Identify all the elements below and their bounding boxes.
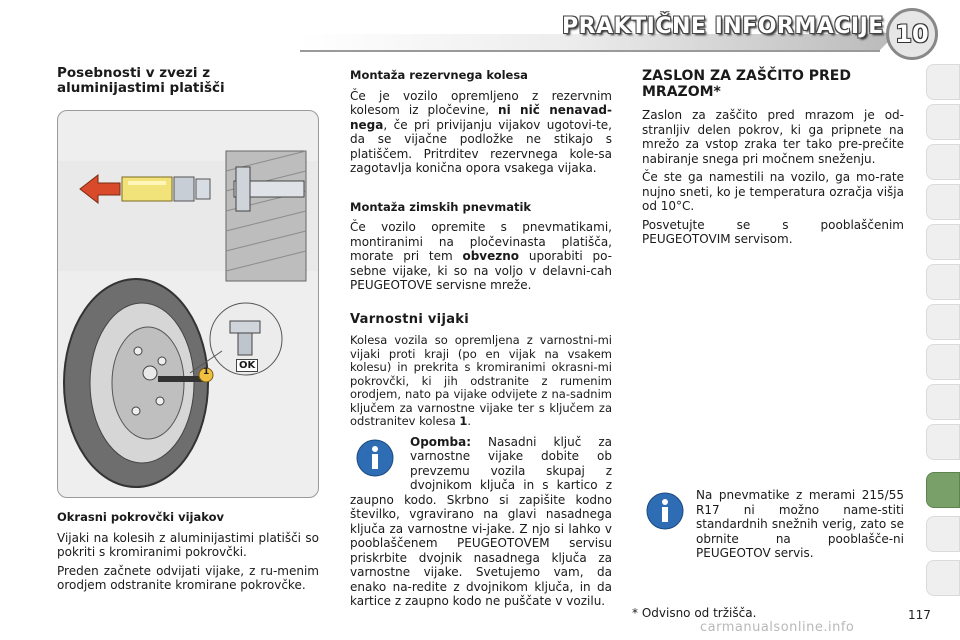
snow-chains-note xyxy=(642,488,904,565)
page-header xyxy=(0,0,960,58)
security-text-2: . xyxy=(467,414,472,428)
winter-tyres-heading: Montaža zimskih pnevmatik xyxy=(350,199,532,214)
page-number: 117 xyxy=(908,608,931,622)
left-column xyxy=(57,66,319,104)
winter-text-bold: obvezno xyxy=(462,249,520,263)
right-column xyxy=(642,68,904,251)
spare-text-2: , če pri privijanju vijakov ugotovi-te, da se vijačne podložke ne stikajo s platiščem. Pritrditev rezervnega kole-sa zagotavlja konična opora vsakega vijaka. xyxy=(350,117,612,175)
note-text: Nasadni ključ za varnostne vijake dobite ob prevzemu vozila skupaj z dvojnikom ključa in s kartico z zaupno kodo. Skrbno si zapišite kodno številko, vgravirano na glavi nasadnega ključa za varnostne vi-jake. Z njo si lahko v pooblaščenem PEUGEOTOVEM servisu priskrbite dvojnik nasadnega ključa za varnostne vijake. Svetujemo vam, da enako na-redite z dvojnikom ključa, in da kartice z zaupno kodo ne puščate v vozilu. xyxy=(350,434,612,608)
chapter-tab[interactable] xyxy=(926,224,960,260)
frost-shield-paragraph-1: Zaslon za zaščito pred mrazom je od-stranljiv delen pokrov, ki ga pripnete na mrežo za vstop zraka ter tako pre-prečite nabiranje snega pri močnem sneženju. xyxy=(642,108,904,166)
callout-number-1: 1 xyxy=(203,367,210,377)
chapter-tabs xyxy=(926,64,960,640)
security-bolts-paragraph xyxy=(350,334,612,429)
chapter-tab-active[interactable] xyxy=(926,472,960,508)
bolt-assembly-drawing xyxy=(58,151,318,281)
security-bolts-heading: Varnostni vijaki xyxy=(350,311,469,327)
chapter-tab[interactable] xyxy=(926,104,960,140)
spare-text-bold: ni nič nenavad-nega xyxy=(350,103,613,132)
chapter-tab[interactable] xyxy=(926,344,960,380)
winter-text-2: uporabiti po-sebne vijake, ki so na voljo v delavni-cah PEUGEOTOVE servisne mreže. xyxy=(350,249,612,292)
footnote: * Odvisno od tržišča. xyxy=(632,606,757,620)
security-text-1: Kolesa vozila so opremljena z varnostni-mi vijaki proti kraji (po en vijak na vsakem kolesu) in prekrita s kromiranimi okrasni-mi pokrovčki, ki jih odstranite z rumenim orodjem, nato pa vijake odvijete z na-sadnim ključem za varnostne vijake ter s ključem za odstranitev kolesa xyxy=(350,333,612,428)
frost-shield-paragraph-2: Če ste ga namestili na vozilo, ga mo-rate nujno sneti, ko je temperatura ozračja višja od 10°C. xyxy=(642,170,904,213)
chapter-number-badge xyxy=(886,8,938,60)
wheel-covers-section xyxy=(57,510,319,597)
chapter-number: 10 xyxy=(895,20,929,48)
wheel-illustration xyxy=(57,110,319,498)
spare-wheel-heading: Montaža rezervnega kolesa xyxy=(350,68,528,82)
wheel-covers-paragraph-2: Preden začnete odvijati vijake, z ru-menim orodjem odstranite kromirane pokrovčke. xyxy=(57,563,319,592)
info-icon xyxy=(356,439,394,477)
chapter-tab[interactable] xyxy=(926,424,960,460)
wheel-covers-paragraph-1: Vijaki na kolesih z aluminijastimi platišči so pokriti s kromiranimi pokrovčki. xyxy=(57,530,319,559)
wheel-bolt-diagram xyxy=(58,111,318,497)
chapter-tab[interactable] xyxy=(926,184,960,220)
spare-text-1: Če je vozilo opremljeno z rezervnim kolesom iz pločevine, xyxy=(350,88,612,117)
chapter-tab[interactable] xyxy=(926,384,960,420)
chapter-tab[interactable] xyxy=(926,560,960,596)
chapter-tab[interactable] xyxy=(926,64,960,100)
wheel-covers-heading: Okrasni pokrovčki vijakov xyxy=(57,510,224,524)
frost-shield-paragraph-3: Posvetujte se s pooblaščenim PEUGEOTOVIM servisom. xyxy=(642,217,904,246)
wheel-drawing xyxy=(64,279,282,487)
watermark: carmanualsonline.info xyxy=(700,620,855,635)
winter-text-1: Če vozilo opremite s pnevmatikami, montiranimi na pločevinasta platišča, morate pri tem xyxy=(350,220,612,263)
note-label: Opomba: xyxy=(410,434,472,449)
page-title: PRAKTIČNE INFORMACIJE xyxy=(562,14,884,39)
winter-tyres-paragraph xyxy=(350,220,612,293)
note-box xyxy=(350,435,612,609)
frost-shield-heading: ZASLON ZA ZAŠČITO PRED MRAZOM* xyxy=(642,68,851,100)
security-text-bold: 1 xyxy=(459,414,468,428)
chapter-tab[interactable] xyxy=(926,144,960,180)
alloy-wheels-heading: Posebnosti v zvezi z aluminijastimi platišči xyxy=(57,65,225,96)
chapter-tab[interactable] xyxy=(926,304,960,340)
chapter-tab[interactable] xyxy=(926,516,960,552)
info-icon xyxy=(646,492,684,530)
chapter-tab[interactable] xyxy=(926,264,960,300)
ok-label: OK xyxy=(236,359,258,372)
snow-chains-paragraph: Na pnevmatike z merami 215/55 R17 ni možno name-stiti standardnih snežnih verig, zato se obrnite na pooblašče-ni PEUGEOTOV servis. xyxy=(696,488,904,560)
middle-column xyxy=(350,68,612,613)
spare-wheel-paragraph xyxy=(350,89,612,176)
